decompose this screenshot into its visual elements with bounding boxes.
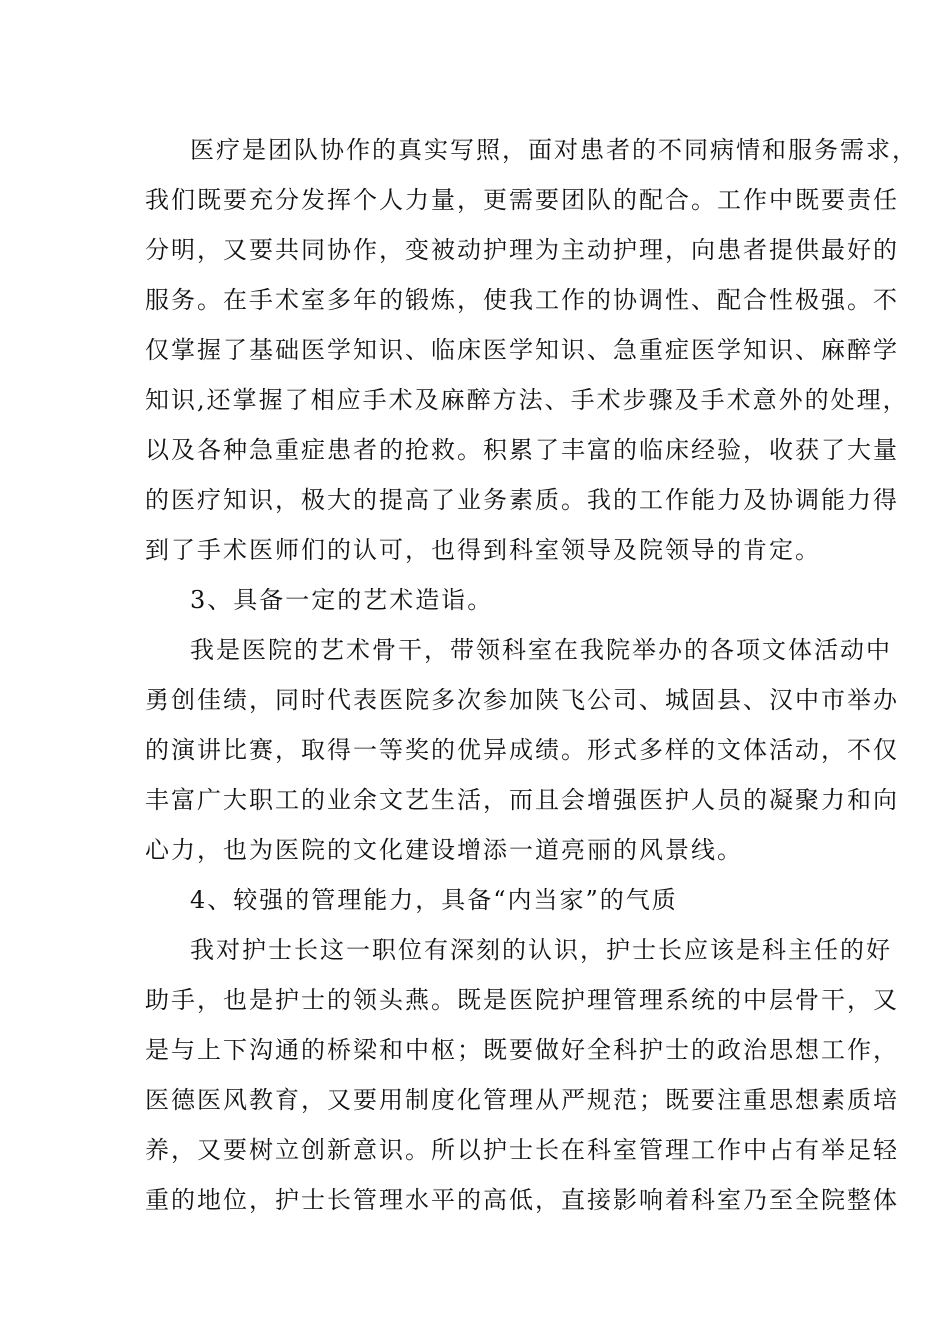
- paragraph-1-line-3: 分明，又要共同协作，变被动护理为主动护理，向患者提供最好的: [145, 236, 899, 264]
- paragraph-1-line-2: 我们既要充分发挥个人力量，更需要团队的配合。工作中既要责任: [145, 186, 899, 214]
- paragraph-3-line-1: 我对护士长这一职位有深刻的认识，护士长应该是科主任的好: [190, 936, 892, 964]
- paragraph-1-line-7: 以及各种急重症患者的抢救。积累了丰富的临床经验，收获了大量: [145, 436, 899, 464]
- paragraph-3-line-5: 养，又要树立创新意识。所以护士长在科室管理工作中占有举足轻: [145, 1136, 899, 1164]
- paragraph-2-line-5: 心力，也为医院的文化建设增添一道亮丽的风景线。: [145, 836, 743, 864]
- paragraph-1-line-4: 服务。在手术室多年的锻炼，使我工作的协调性、配合性极强。不: [145, 286, 899, 314]
- paragraph-2-line-2: 勇创佳绩，同时代表医院多次参加陕飞公司、城固县、汉中市举办: [145, 686, 899, 714]
- paragraph-2-line-1: 我是医院的艺术骨干，带领科室在我院举办的各项文体活动中: [190, 636, 892, 664]
- paragraph-1-line-6: 知识,还掌握了相应手术及麻醉方法、手术步骤及手术意外的处理，: [145, 386, 909, 414]
- paragraph-2-line-4: 丰富广大职工的业余文艺生活，而且会增强医护人员的凝聚力和向: [145, 786, 899, 814]
- paragraph-1-line-8: 的医疗知识，极大的提高了业务素质。我的工作能力及协调能力得: [145, 486, 899, 514]
- paragraph-3-line-6: 重的地位，护士长管理水平的高低，直接影响着科室乃至全院整体: [145, 1186, 899, 1214]
- paragraph-2-line-3: 的演讲比赛，取得一等奖的优异成绩。形式多样的文体活动，不仅: [145, 736, 899, 764]
- paragraph-1-line-9: 到了手术医师们的认可，也得到科室领导及院领导的肯定。: [145, 536, 821, 564]
- section-heading-3: 3、具备一定的艺术造诣。: [190, 586, 494, 614]
- paragraph-3-line-2: 助手，也是护士的领头燕。既是医院护理管理系统的中层骨干，又: [145, 986, 899, 1014]
- paragraph-1-line-1: 医疗是团队协作的真实写照，面对患者的不同病情和服务需求，: [190, 136, 918, 164]
- paragraph-3-line-4: 医德医风教育，又要用制度化管理从严规范；既要注重思想素质培: [145, 1086, 899, 1114]
- paragraph-1-line-5: 仅掌握了基础医学知识、临床医学知识、急重症医学知识、麻醉学: [145, 336, 899, 364]
- section-heading-4: 4、较强的管理能力，具备“内当家”的气质: [190, 886, 678, 914]
- paragraph-3-line-3: 是与上下沟通的桥梁和中枢；既要做好全科护士的政治思想工作，: [145, 1036, 899, 1064]
